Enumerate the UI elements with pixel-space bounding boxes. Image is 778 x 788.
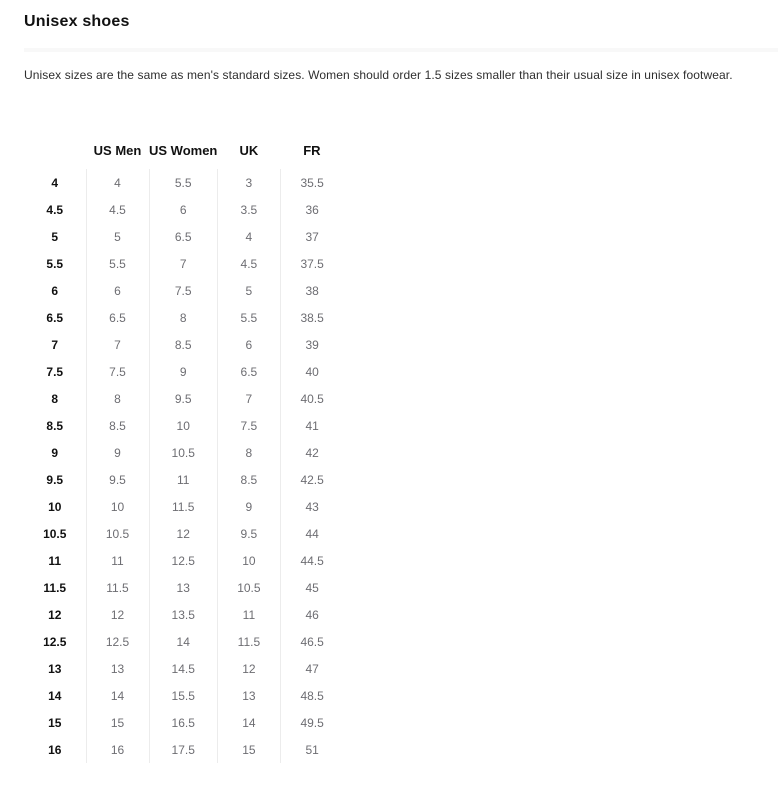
cell-fr: 42 (305, 445, 319, 460)
cell-us-men: 9.5 (86, 466, 149, 493)
table-row (24, 601, 343, 628)
cell-us-men: 8 (86, 385, 149, 412)
row-label: 8 (24, 385, 86, 412)
row-label: 8.5 (24, 412, 86, 439)
cell-us-men: 6 (86, 277, 149, 304)
column-header-fr: FR (303, 143, 321, 158)
row-label: 15 (24, 709, 86, 736)
cell-us-women: 9.5 (149, 385, 217, 412)
row-label: 6 (24, 277, 86, 304)
table-row (24, 628, 343, 655)
cell-us-men: 13 (86, 655, 149, 682)
page-title: Unisex shoes (24, 13, 130, 30)
cell-us-women: 16.5 (149, 709, 217, 736)
cell-fr: 47 (305, 661, 319, 676)
cell-fr: 41 (305, 418, 319, 433)
cell-uk: 5 (217, 277, 280, 304)
cell-us-women: 13 (149, 574, 217, 601)
cell-us-women: 9 (149, 358, 217, 385)
cell-fr: 42.5 (300, 472, 324, 487)
cell-uk: 3 (217, 169, 280, 196)
cell-uk: 7.5 (217, 412, 280, 439)
cell-us-men: 5.5 (86, 250, 149, 277)
cell-us-women: 11 (149, 466, 217, 493)
cell-fr: 37.5 (300, 256, 324, 271)
row-label: 9 (24, 439, 86, 466)
cell-fr: 38 (305, 283, 319, 298)
cell-us-women: 14 (149, 628, 217, 655)
column-header-us-men: US Men (93, 143, 142, 158)
cell-uk: 7 (217, 385, 280, 412)
cell-us-men: 8.5 (86, 412, 149, 439)
cell-fr: 48.5 (300, 688, 324, 703)
cell-uk: 8.5 (217, 466, 280, 493)
cell-uk: 15 (217, 736, 280, 763)
table-row (24, 520, 343, 547)
cell-us-women: 12.5 (149, 547, 217, 574)
row-label: 4.5 (24, 196, 86, 223)
table-body (24, 169, 343, 763)
table-row (24, 277, 343, 304)
cell-us-women: 7.5 (149, 277, 217, 304)
column-header-size (24, 141, 86, 169)
cell-fr: 46.5 (300, 634, 324, 649)
cell-us-women: 11.5 (149, 493, 217, 520)
size-conversion-table (24, 141, 343, 763)
title-divider (24, 48, 778, 52)
cell-us-men: 6.5 (86, 304, 149, 331)
cell-fr: 38.5 (300, 310, 324, 325)
cell-us-women: 17.5 (149, 736, 217, 763)
cell-us-women: 6 (149, 196, 217, 223)
cell-us-men: 7 (86, 331, 149, 358)
column-header-uk: UK (239, 143, 259, 158)
row-label: 13 (24, 655, 86, 682)
cell-fr: 45 (305, 580, 319, 595)
row-label: 6.5 (24, 304, 86, 331)
table-row (24, 304, 343, 331)
cell-uk: 10 (217, 547, 280, 574)
cell-fr: 43 (305, 499, 319, 514)
row-label: 7.5 (24, 358, 86, 385)
row-label: 9.5 (24, 466, 86, 493)
cell-uk: 9.5 (217, 520, 280, 547)
cell-uk: 13 (217, 682, 280, 709)
cell-us-women: 14.5 (149, 655, 217, 682)
table-row (24, 655, 343, 682)
cell-fr: 36 (305, 202, 319, 217)
cell-fr: 51 (305, 742, 319, 757)
cell-us-women: 8 (149, 304, 217, 331)
cell-uk: 10.5 (217, 574, 280, 601)
cell-fr: 40 (305, 364, 319, 379)
table-row (24, 709, 343, 736)
table-row (24, 385, 343, 412)
cell-fr: 35.5 (300, 175, 324, 190)
table-row (24, 574, 343, 601)
cell-us-women: 7 (149, 250, 217, 277)
cell-fr: 39 (305, 337, 319, 352)
row-label: 10 (24, 493, 86, 520)
column-header-us-women: US Women (149, 143, 218, 158)
cell-us-men: 9 (86, 439, 149, 466)
cell-us-men: 4 (86, 169, 149, 196)
row-label: 16 (24, 736, 86, 763)
cell-uk: 4 (217, 223, 280, 250)
table-row (24, 547, 343, 574)
cell-uk: 11.5 (217, 628, 280, 655)
cell-us-men: 10 (86, 493, 149, 520)
cell-us-women: 13.5 (149, 601, 217, 628)
table-row (24, 412, 343, 439)
cell-us-men: 7.5 (86, 358, 149, 385)
cell-us-women: 5.5 (149, 169, 217, 196)
cell-uk: 5.5 (217, 304, 280, 331)
cell-us-women: 10.5 (149, 439, 217, 466)
cell-uk: 6.5 (217, 358, 280, 385)
row-label: 5.5 (24, 250, 86, 277)
size-note: Unisex sizes are the same as men's standard sizes. Women should order 1.5 sizes smaller than their usual size in unisex footwear. (24, 68, 733, 82)
row-label: 11.5 (24, 574, 86, 601)
table-row (24, 196, 343, 223)
table-row (24, 223, 343, 250)
table-row (24, 250, 343, 277)
table-row (24, 466, 343, 493)
table-header (24, 141, 343, 169)
cell-us-men: 12 (86, 601, 149, 628)
cell-fr: 37 (305, 229, 319, 244)
cell-us-women: 10 (149, 412, 217, 439)
table-row (24, 331, 343, 358)
cell-us-men: 15 (86, 709, 149, 736)
cell-us-men: 4.5 (86, 196, 149, 223)
cell-fr: 49.5 (300, 715, 324, 730)
row-label: 11 (24, 547, 86, 574)
table-row (24, 358, 343, 385)
table-row (24, 736, 343, 763)
cell-fr: 46 (305, 607, 319, 622)
table-row (24, 682, 343, 709)
cell-us-men: 11 (86, 547, 149, 574)
table-row (24, 169, 343, 196)
table-row (24, 493, 343, 520)
cell-us-men: 11.5 (86, 574, 149, 601)
cell-fr: 44.5 (300, 553, 324, 568)
row-label: 7 (24, 331, 86, 358)
cell-fr: 40.5 (300, 391, 324, 406)
cell-us-men: 5 (86, 223, 149, 250)
row-label: 14 (24, 682, 86, 709)
row-label: 5 (24, 223, 86, 250)
cell-uk: 6 (217, 331, 280, 358)
cell-us-men: 14 (86, 682, 149, 709)
table-row (24, 439, 343, 466)
cell-us-women: 6.5 (149, 223, 217, 250)
cell-us-women: 12 (149, 520, 217, 547)
cell-uk: 8 (217, 439, 280, 466)
row-label: 12 (24, 601, 86, 628)
cell-uk: 12 (217, 655, 280, 682)
row-label: 4 (24, 169, 86, 196)
row-label: 10.5 (24, 520, 86, 547)
cell-uk: 3.5 (217, 196, 280, 223)
cell-us-men: 12.5 (86, 628, 149, 655)
cell-uk: 11 (217, 601, 280, 628)
cell-us-women: 15.5 (149, 682, 217, 709)
cell-us-women: 8.5 (149, 331, 217, 358)
cell-us-men: 10.5 (86, 520, 149, 547)
cell-uk: 9 (217, 493, 280, 520)
cell-fr: 44 (305, 526, 319, 541)
row-label: 12.5 (24, 628, 86, 655)
cell-us-men: 16 (86, 736, 149, 763)
cell-uk: 4.5 (217, 250, 280, 277)
cell-uk: 14 (217, 709, 280, 736)
